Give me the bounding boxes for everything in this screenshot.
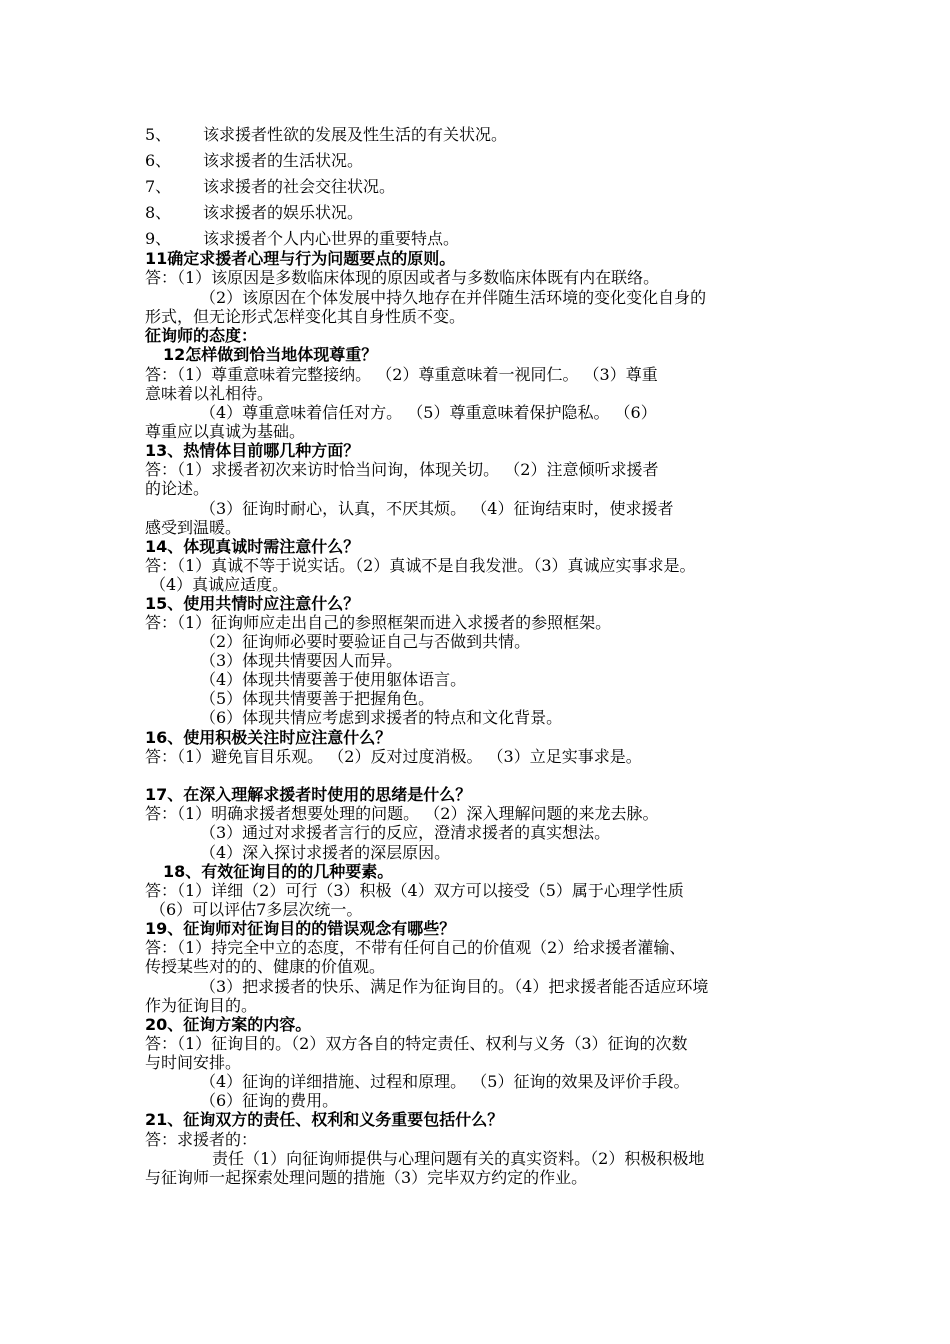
answer-line: （4）尊重意味着信任对方。 （5）尊重意味着保护隐私。 （6） <box>200 403 657 422</box>
answer-line: 答：（1）明确求援者想要处理的问题。 （2）深入理解问题的来龙去脉。 <box>145 804 659 823</box>
list-item: 5、 该求援者性欲的发展及性生活的有关状况。 <box>145 125 508 144</box>
answer-line: （6）可以评估7多层次统一。 <box>150 900 363 919</box>
answer-line: 感受到温暖。 <box>145 518 242 537</box>
question-heading: 12怎样做到恰当地体现尊重？ <box>163 345 378 364</box>
answer-line: 答：（1）求援者初次来访时恰当问询，体现关切。 （2）注意倾听求援者 <box>145 460 659 479</box>
question-heading: 13、热情体目前哪几种方面？ <box>145 441 360 460</box>
answer-line: 尊重应以真诚为基础。 <box>145 422 306 441</box>
answer-line: （3）把求援者的快乐、满足作为征询目的。（4）把求援者能否适应环境 <box>200 977 709 996</box>
answer-line: 答：（1）征询师应走出自己的参照框架而进入求援者的参照框架。 <box>145 613 612 632</box>
answer-line: 答：（1）持完全中立的态度，不带有任何自己的价值观（2）给求援者灌输、 <box>145 938 686 957</box>
answer-line: 答：（1）征询目的。（2）双方各自的特定责任、权利与义务（3）征询的次数 <box>145 1034 688 1053</box>
answer-line: （3）体现共情要因人而异。 <box>200 651 403 670</box>
answer-line: 答：（1）真诚不等于说实话。（2）真诚不是自我发泄。（3）真诚应实事求是。 <box>145 556 696 575</box>
answer-line: （6）征询的费用。 <box>200 1091 339 1110</box>
answer-line: 责任（1）向征询师提供与心理问题有关的真实资料。（2）积极积极地 <box>212 1149 705 1168</box>
question-heading: 21、征询双方的责任、权利和义务重要包括什么？ <box>145 1110 504 1129</box>
question-heading: 17、在深入理解求援者时使用的思绪是什么？ <box>145 785 472 804</box>
answer-line: （4）深入探讨求援者的深层原因。 <box>200 843 451 862</box>
answer-line: 传授某些对的的、健康的价值观。 <box>145 957 386 976</box>
answer-line: （4）征询的详细措施、过程和原理。 （5）征询的效果及评价手段。 <box>200 1072 690 1091</box>
answer-line: 作为征询目的。 <box>145 996 258 1015</box>
question-heading: 15、使用共情时应注意什么？ <box>145 594 360 613</box>
answer-line: （2）征询师必要时要验证自己与否做到共情。 <box>200 632 531 651</box>
question-heading: 18、有效征询目的的几种要素。 <box>163 862 394 881</box>
answer-line: 答：求援者的： <box>145 1130 258 1149</box>
answer-line: （3）通过对求援者言行的反应，澄清求援者的真实想法。 <box>200 823 611 842</box>
answer-line: 与时间安排。 <box>145 1053 242 1072</box>
answer-line: 答：（1）尊重意味着完整接纳。 （2）尊重意味着一视同仁。 （3）尊重 <box>145 365 658 384</box>
question-heading: 19、征询师对征询目的的错误观念有哪些？ <box>145 919 456 938</box>
answer-line: 与征询师一起探索处理问题的措施（3）完毕双方约定的作业。 <box>145 1168 588 1187</box>
answer-line: 的论述。 <box>145 479 210 498</box>
answer-line: 形式，但无论形式怎样变化其自身性质不变。 <box>145 307 466 326</box>
list-item: 7、 该求援者的社会交往状况。 <box>145 177 396 196</box>
section-heading: 征询师的态度： <box>145 326 258 345</box>
question-heading: 14、体现真诚时需注意什么？ <box>145 537 360 556</box>
question-heading: 11确定求援者心理与行为问题要点的原则。 <box>145 249 456 268</box>
question-heading: 20、征询方案的内容。 <box>145 1015 312 1034</box>
answer-line: （6）体现共情应考虑到求援者的特点和文化背景。 <box>200 708 563 727</box>
answer-line: （5）体现共情要善于把握角色。 <box>200 689 435 708</box>
answer-line: （2）该原因在个体发展中持久地存在并伴随生活环境的变化变化自身的 <box>200 288 707 307</box>
question-heading: 16、使用积极关注时应注意什么？ <box>145 728 392 747</box>
answer-line: 答：（1）避免盲目乐观。 （2）反对过度消极。 （3）立足实事求是。 <box>145 747 642 766</box>
answer-line: 答：（1）详细（2）可行（3）积极（4）双方可以接受（5）属于心理学性质 <box>145 881 684 900</box>
answer-line: （3）征询时耐心，认真，不厌其烦。 （4）征询结束时，使求援者 <box>200 499 674 518</box>
answer-line: （4）真诚应适度。 <box>150 575 289 594</box>
list-item: 6、 该求援者的生活状况。 <box>145 151 364 170</box>
answer-line: （4）体现共情要善于使用躯体语言。 <box>200 670 467 689</box>
list-item: 8、 该求援者的娱乐状况。 <box>145 203 364 222</box>
list-item: 9、 该求援者个人内心世界的重要特点。 <box>145 229 460 248</box>
answer-line: 答：（1）该原因是多数临床体现的原因或者与多数临床体既有内在联络。 <box>145 268 660 287</box>
answer-line: 意味着以礼相待。 <box>145 384 274 403</box>
